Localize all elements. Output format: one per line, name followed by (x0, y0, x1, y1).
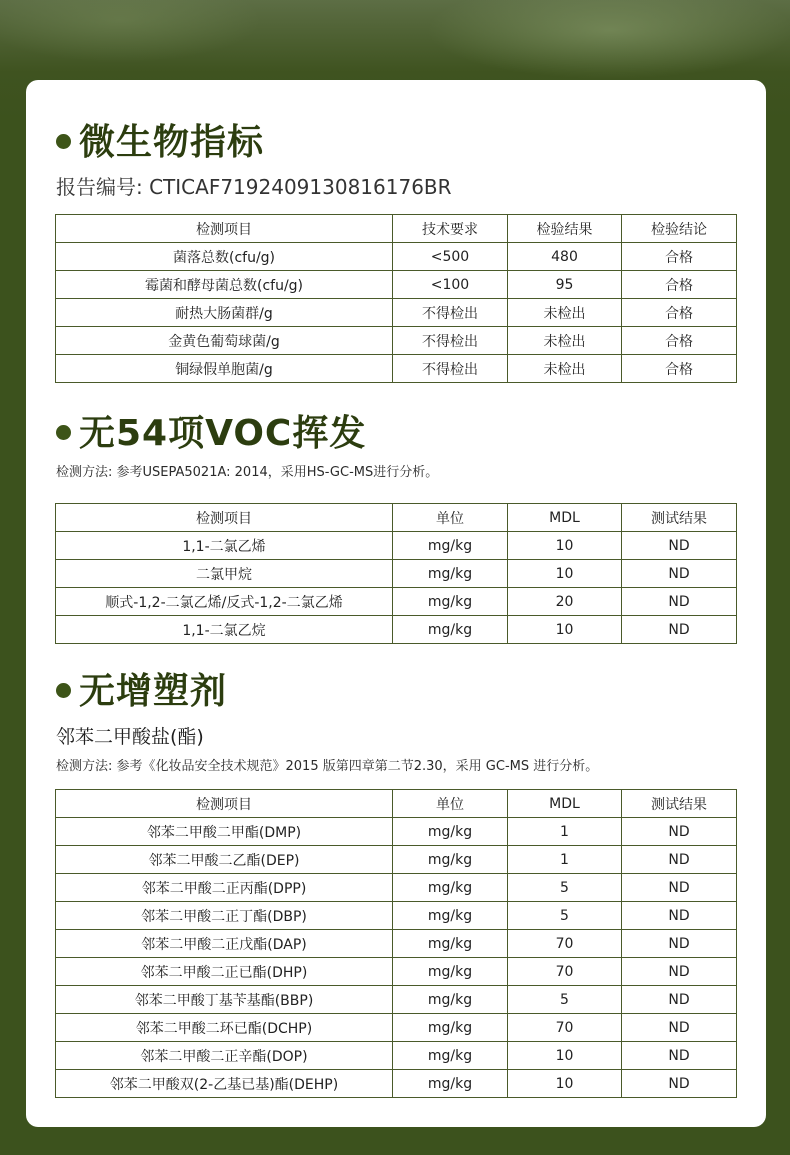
table-cell: ND (622, 1014, 737, 1042)
table-cell: 20 (508, 588, 622, 616)
table-cell: mg/kg (393, 818, 508, 846)
section-title-microbiology (56, 118, 264, 168)
table-cell: mg/kg (393, 986, 508, 1014)
table-cell: 金黄色葡萄球菌/g (56, 327, 393, 355)
column-header: 检验结论 (622, 215, 737, 243)
table-cell: mg/kg (393, 560, 508, 588)
table-cell: ND (622, 958, 737, 986)
table-cell: 5 (508, 902, 622, 930)
table-row (56, 299, 737, 327)
table-cell: 耐热大肠菌群/g (56, 299, 393, 327)
table-cell: 1 (508, 846, 622, 874)
plasticizer-table (55, 789, 737, 1098)
table-cell: 邻苯二甲酸二正已酯(DHP) (56, 958, 393, 986)
table-cell: 95 (508, 271, 622, 299)
table-cell: mg/kg (393, 588, 508, 616)
column-header: MDL (508, 504, 622, 532)
table-row (56, 1070, 737, 1098)
table-cell: ND (622, 818, 737, 846)
table-cell: mg/kg (393, 1014, 508, 1042)
voc-table (55, 503, 737, 644)
table-row (56, 355, 737, 383)
table-cell: 1 (508, 818, 622, 846)
column-header: 技术要求 (393, 215, 508, 243)
voc-test-method: 检测方法: 参考USEPA5021A: 2014，采用HS-GC-MS进行分析。 (56, 465, 439, 480)
table-cell: mg/kg (393, 532, 508, 560)
column-header: MDL (508, 790, 622, 818)
table-header-row (56, 215, 737, 243)
table-cell: ND (622, 532, 737, 560)
table-cell: 未检出 (508, 299, 622, 327)
table-cell: 邻苯二甲酸二正丙酯(DPP) (56, 874, 393, 902)
table-row (56, 1042, 737, 1070)
column-header: 测试结果 (622, 504, 737, 532)
table-cell: 70 (508, 1014, 622, 1042)
column-header: 单位 (393, 504, 508, 532)
table-cell: 不得检出 (393, 355, 508, 383)
column-header: 检测项目 (56, 215, 393, 243)
table-cell: mg/kg (393, 616, 508, 644)
column-header: 单位 (393, 790, 508, 818)
table-row (56, 327, 737, 355)
table-cell: 70 (508, 958, 622, 986)
bullet-dot-icon (56, 683, 71, 698)
table-cell: ND (622, 616, 737, 644)
table-cell: 未检出 (508, 355, 622, 383)
section-title-plasticizer (56, 667, 227, 717)
microbiology-table (55, 214, 737, 383)
table-cell: ND (622, 588, 737, 616)
table-cell: ND (622, 874, 737, 902)
table-cell: 铜绿假单胞菌/g (56, 355, 393, 383)
table-cell: ND (622, 902, 737, 930)
table-cell: mg/kg (393, 930, 508, 958)
table-row (56, 532, 737, 560)
table-cell: ND (622, 986, 737, 1014)
column-header: 检测项目 (56, 790, 393, 818)
table-cell: mg/kg (393, 1070, 508, 1098)
table-cell: 邻苯二甲酸二正戊酯(DAP) (56, 930, 393, 958)
content-card (26, 80, 766, 1127)
table-cell: 不得检出 (393, 327, 508, 355)
section-title-text: 无54项VOC挥发 (79, 413, 367, 454)
table-cell: 合格 (622, 243, 737, 271)
section-title-text: 无增塑剂 (79, 671, 228, 712)
table-row (56, 874, 737, 902)
table-cell: mg/kg (393, 958, 508, 986)
table-cell: ND (622, 930, 737, 958)
table-cell: ND (622, 1042, 737, 1070)
table-cell: 邻苯二甲酸双(2-乙基已基)酯(DEHP) (56, 1070, 393, 1098)
plasticizer-test-method: 检测方法: 参考《化妆品安全技术规范》2015 版第四章第二节2.30，采用 GC-MS 进行分析。 (56, 759, 599, 774)
table-row (56, 588, 737, 616)
column-header: 检测项目 (56, 504, 393, 532)
table-cell: 70 (508, 930, 622, 958)
table-cell: ND (622, 560, 737, 588)
report-number: 报告编号: CTICAF7192409130816176BR (56, 175, 452, 199)
table-cell: 合格 (622, 355, 737, 383)
table-cell: 二氯甲烷 (56, 560, 393, 588)
table-cell: 5 (508, 874, 622, 902)
table-cell: 合格 (622, 327, 737, 355)
table-row (56, 560, 737, 588)
table-cell: ND (622, 1070, 737, 1098)
table-row (56, 243, 737, 271)
section-title-voc (56, 409, 366, 459)
table-cell: 合格 (622, 299, 737, 327)
table-cell: 邻苯二甲酸丁基苄基酯(BBP) (56, 986, 393, 1014)
table-row (56, 958, 737, 986)
table-cell: 未检出 (508, 327, 622, 355)
table-cell: 10 (508, 560, 622, 588)
table-cell: 菌落总数(cfu/g) (56, 243, 393, 271)
section-title-text: 微生物指标 (79, 122, 265, 163)
table-cell: mg/kg (393, 1042, 508, 1070)
table-cell: mg/kg (393, 846, 508, 874)
table-row (56, 986, 737, 1014)
table-cell: 10 (508, 616, 622, 644)
table-cell: 1,1-二氯乙烯 (56, 532, 393, 560)
table-cell: mg/kg (393, 902, 508, 930)
table-cell: 邻苯二甲酸二环已酯(DCHP) (56, 1014, 393, 1042)
table-row (56, 1014, 737, 1042)
table-cell: 霉菌和酵母菌总数(cfu/g) (56, 271, 393, 299)
table-cell: 邻苯二甲酸二乙酯(DEP) (56, 846, 393, 874)
table-row (56, 271, 737, 299)
table-row (56, 930, 737, 958)
table-row (56, 902, 737, 930)
table-cell: 10 (508, 1042, 622, 1070)
table-cell: 10 (508, 1070, 622, 1098)
table-header-row (56, 790, 737, 818)
table-cell: 不得检出 (393, 299, 508, 327)
phthalate-subtitle: 邻苯二甲酸盐(酯) (56, 726, 204, 748)
table-row (56, 818, 737, 846)
table-cell: 顺式-1,2-二氯乙烯/反式-1,2-二氯乙烯 (56, 588, 393, 616)
table-cell: ND (622, 846, 737, 874)
table-row (56, 846, 737, 874)
table-cell: 邻苯二甲酸二甲酯(DMP) (56, 818, 393, 846)
column-header: 测试结果 (622, 790, 737, 818)
table-cell: mg/kg (393, 874, 508, 902)
table-cell: 合格 (622, 271, 737, 299)
table-cell: 邻苯二甲酸二正丁酯(DBP) (56, 902, 393, 930)
table-cell: 1,1-二氯乙烷 (56, 616, 393, 644)
table-cell: <500 (393, 243, 508, 271)
table-cell: 10 (508, 532, 622, 560)
table-cell: <100 (393, 271, 508, 299)
table-row (56, 616, 737, 644)
table-cell: 邻苯二甲酸二正辛酯(DOP) (56, 1042, 393, 1070)
table-header-row (56, 504, 737, 532)
table-cell: 5 (508, 986, 622, 1014)
bullet-dot-icon (56, 425, 71, 440)
bullet-dot-icon (56, 134, 71, 149)
table-cell: 480 (508, 243, 622, 271)
column-header: 检验结果 (508, 215, 622, 243)
